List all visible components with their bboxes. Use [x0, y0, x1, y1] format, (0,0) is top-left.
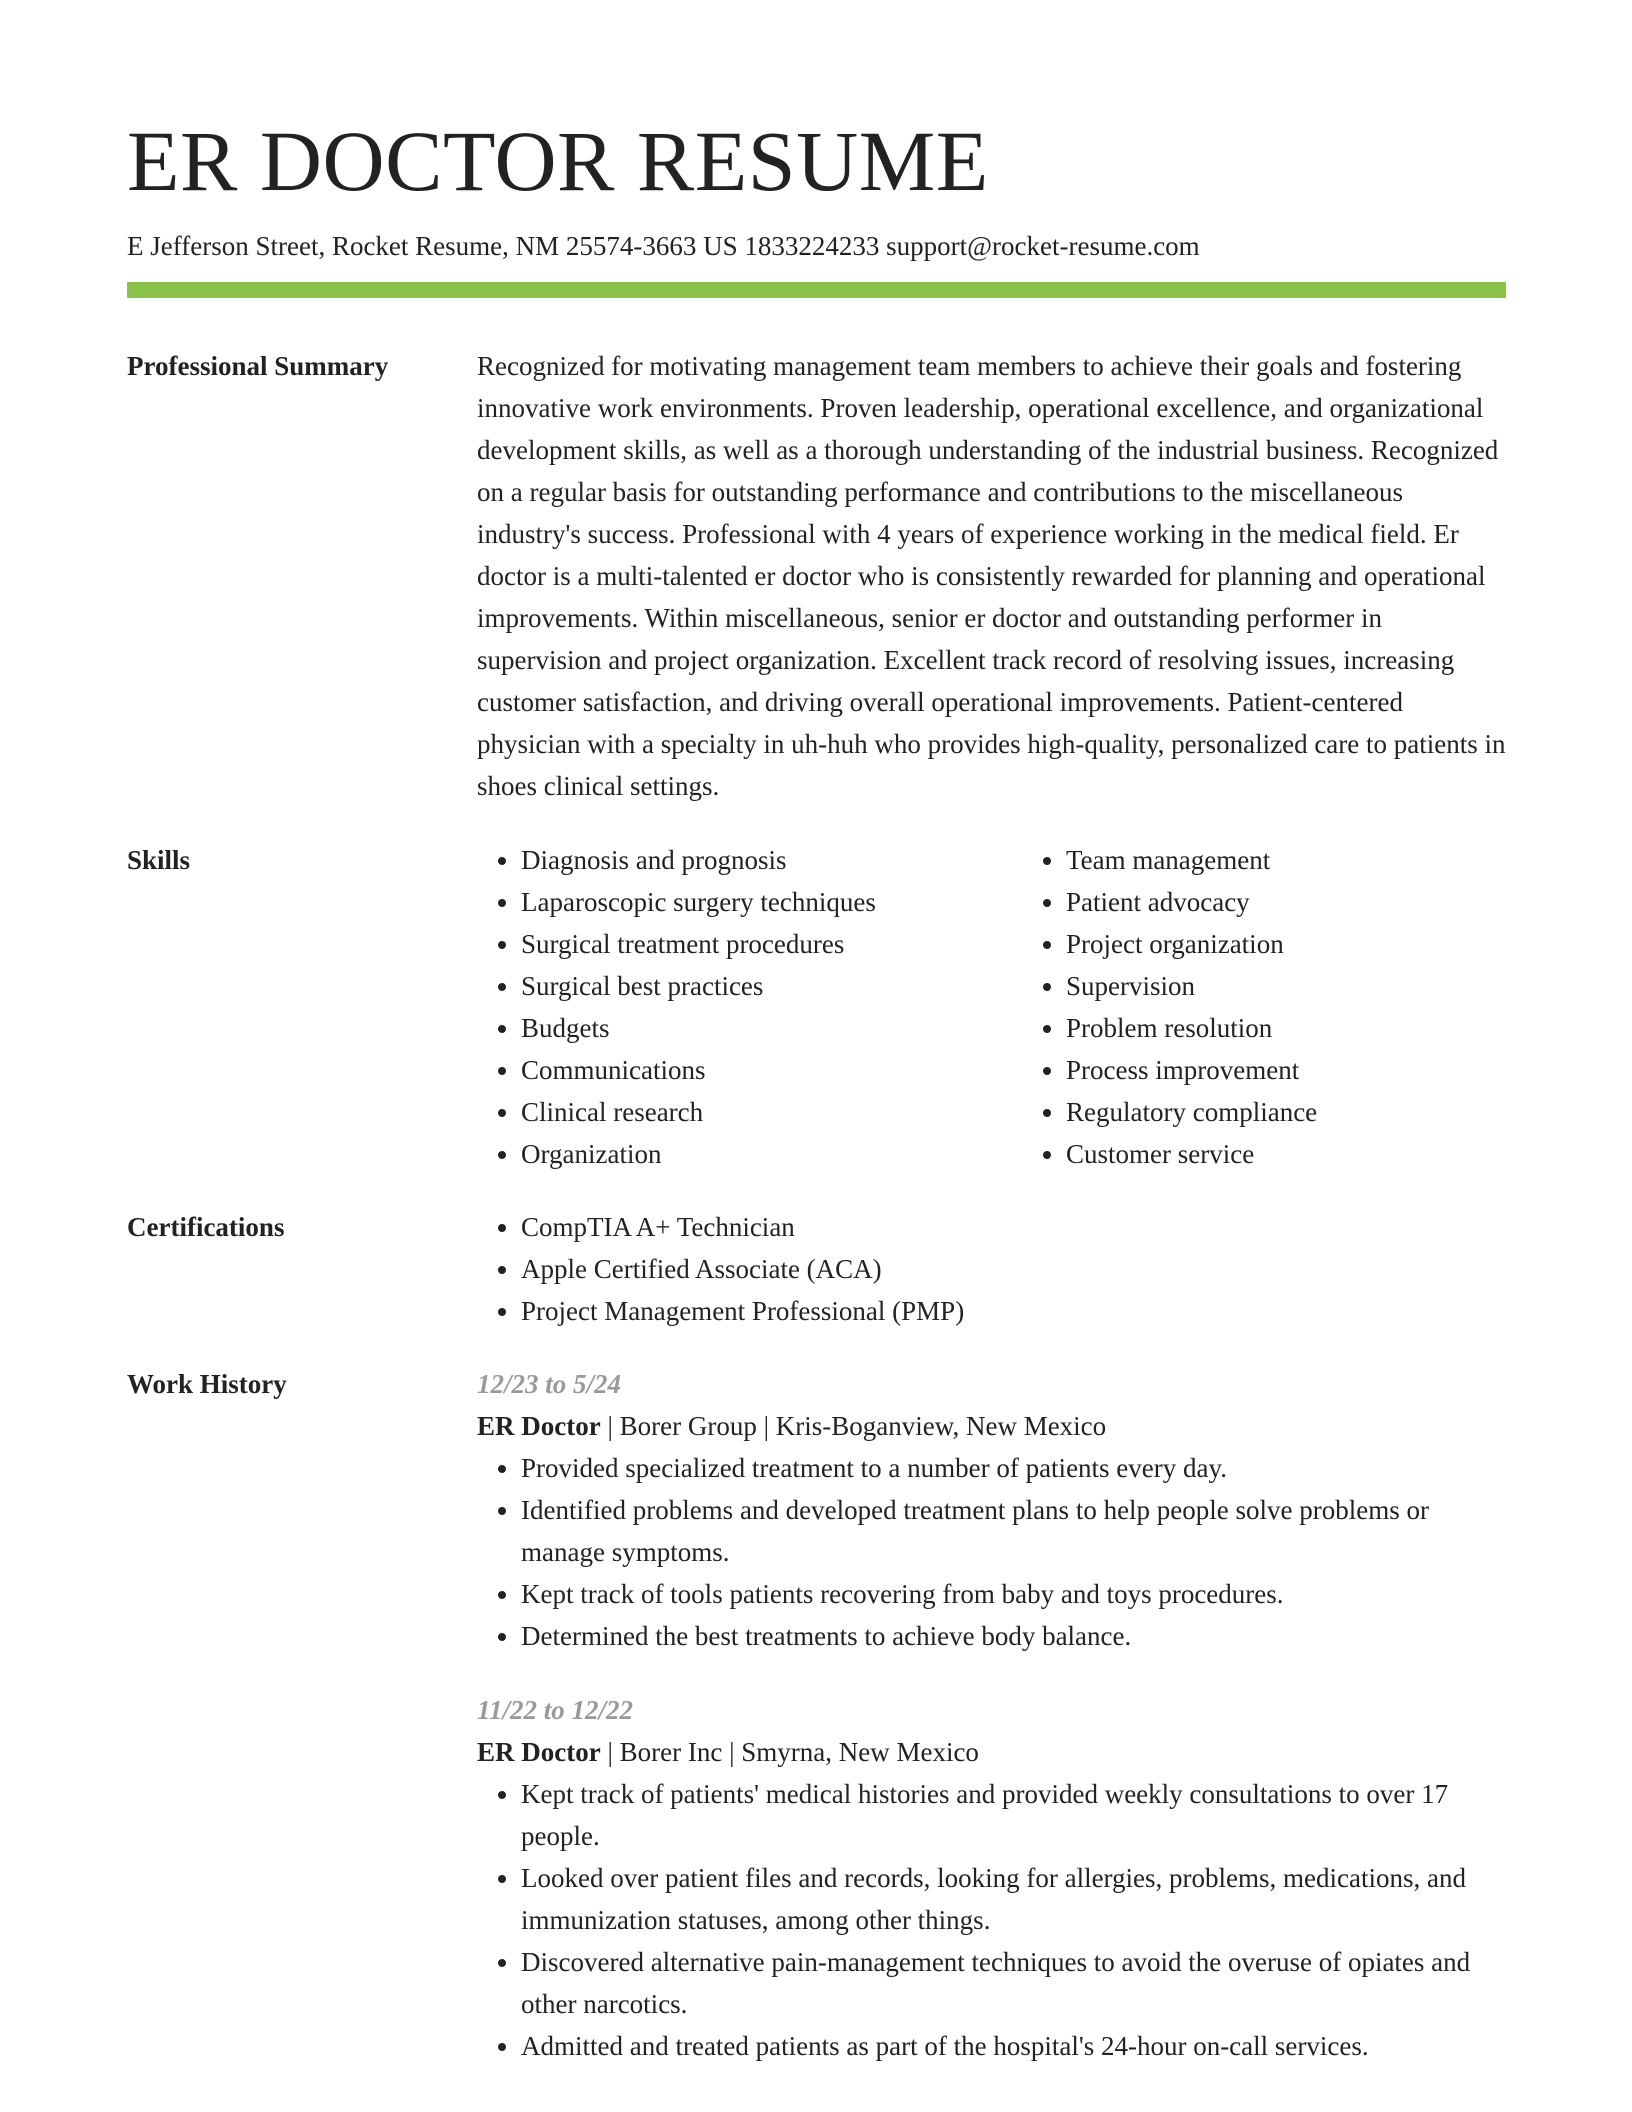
certification-item: • Apple Certified Associate (ACA)	[521, 1248, 1506, 1290]
skill-item: • Clinical research	[521, 1091, 1022, 1133]
skill-item: • Organization	[521, 1133, 1022, 1175]
job-heading	[477, 1731, 1506, 1773]
skill-item: • Surgical best practices	[521, 965, 1022, 1007]
job-title: ER Doctor	[477, 1411, 601, 1442]
section-label-summary: Professional Summary	[127, 351, 389, 382]
certification-item: • CompTIA A+ Technician	[521, 1206, 1506, 1248]
job-bullet: • Looked over patient files and records, looking for allergies, problems, medications, and immunization statuses, among other things.	[521, 1857, 1506, 1941]
section-label-work-history: Work History	[127, 1369, 287, 1400]
certification-item: • Project Management Professional (PMP)	[521, 1290, 1506, 1332]
skill-item: • Supervision	[1066, 965, 1567, 1007]
summary-text: Recognized for motivating management team members to achieve their goals and fostering innovative work environments. Proven leadership, operational excellence, and organizational development skills, as well as a thorough understanding of the industrial business. Recognized on a regular basis for outstanding performance and contributions to the miscellaneous industry's success. Professional with 4 years of experience working in the medical field. Er doctor is a multi-talented er doctor who is consistently rewarded for planning and operational improvements. Within miscellaneous, senior er doctor and outstanding performer in supervision and project organization. Excellent track record of resolving issues, increasing customer satisfaction, and driving overall operational improvements. Patient-centered physician with a specialty in uh-huh who provides high-quality, personalized care to patients in shoes clinical settings.	[477, 351, 1506, 802]
skill-item: • Project organization	[1066, 923, 1567, 965]
job-details: | Borer Group | Kris-Boganview, New Mexico	[600, 1411, 1107, 1442]
job-bullet: • Determined the best treatments to achieve body balance.	[521, 1615, 1506, 1657]
job-bullet: • Provided specialized treatment to a number of patients every day.	[521, 1447, 1506, 1489]
job-bullets	[477, 1447, 1506, 1657]
skill-item: • Surgical treatment procedures	[521, 923, 1022, 965]
job-bullet: • Kept track of tools patients recovering from baby and toys procedures.	[521, 1573, 1506, 1615]
skill-item: • Budgets	[521, 1007, 1022, 1049]
job-bullets	[477, 1773, 1506, 2067]
skill-item: • Laparoscopic surgery techniques	[521, 881, 1022, 923]
resume-title: ER DOCTOR RESUME	[127, 113, 989, 209]
section-label-skills: Skills	[127, 845, 191, 876]
certifications-body	[477, 1206, 1506, 1332]
skill-item: • Team management	[1066, 839, 1567, 881]
skill-item: • Process improvement	[1066, 1049, 1567, 1091]
skill-item: • Customer service	[1066, 1133, 1567, 1175]
job-bullet: • Kept track of patients' medical histories and provided weekly consultations to over 17 people.	[521, 1773, 1506, 1857]
job-bullet: • Admitted and treated patients as part of the hospital's 24-hour on-call services.	[521, 2025, 1506, 2067]
skill-item: • Problem resolution	[1066, 1007, 1567, 1049]
job-entry	[477, 1689, 1506, 2067]
skill-item: • Communications	[521, 1049, 1022, 1091]
skills-section	[127, 839, 1506, 1175]
section-label-certifications: Certifications	[127, 1212, 285, 1243]
accent-divider	[127, 282, 1506, 298]
job-bullet: • Discovered alternative pain-management techniques to avoid the overuse of opiates and other narcotics.	[521, 1941, 1506, 2025]
skill-item: • Diagnosis and prognosis	[521, 839, 1022, 881]
job-title: ER Doctor	[477, 1737, 601, 1768]
skills-columns	[477, 839, 1567, 1175]
certifications-section	[127, 1206, 1506, 1332]
job-entry	[477, 1363, 1506, 1657]
contact-line: E Jefferson Street, Rocket Resume, NM 25574-3663 US 1833224233 support@rocket-resume.com	[127, 231, 1200, 261]
certifications-list	[477, 1206, 1506, 1332]
professional-summary-section	[127, 345, 1506, 807]
job-bullet: • Identified problems and developed treatment plans to help people solve problems or manage symptoms.	[521, 1489, 1506, 1573]
job-dates: 12/23 to 5/24	[477, 1369, 622, 1400]
skill-item: • Regulatory compliance	[1066, 1091, 1567, 1133]
job-dates: 11/22 to 12/22	[477, 1695, 634, 1726]
skills-list-right	[1022, 839, 1567, 1175]
work-history-body	[477, 1363, 1506, 2067]
skills-list-left	[477, 839, 1022, 1175]
job-details: | Borer Inc | Smyrna, New Mexico	[600, 1737, 979, 1768]
summary-body	[477, 345, 1506, 807]
job-heading	[477, 1405, 1506, 1447]
work-history-section	[127, 1363, 1506, 2067]
skill-item: • Patient advocacy	[1066, 881, 1567, 923]
